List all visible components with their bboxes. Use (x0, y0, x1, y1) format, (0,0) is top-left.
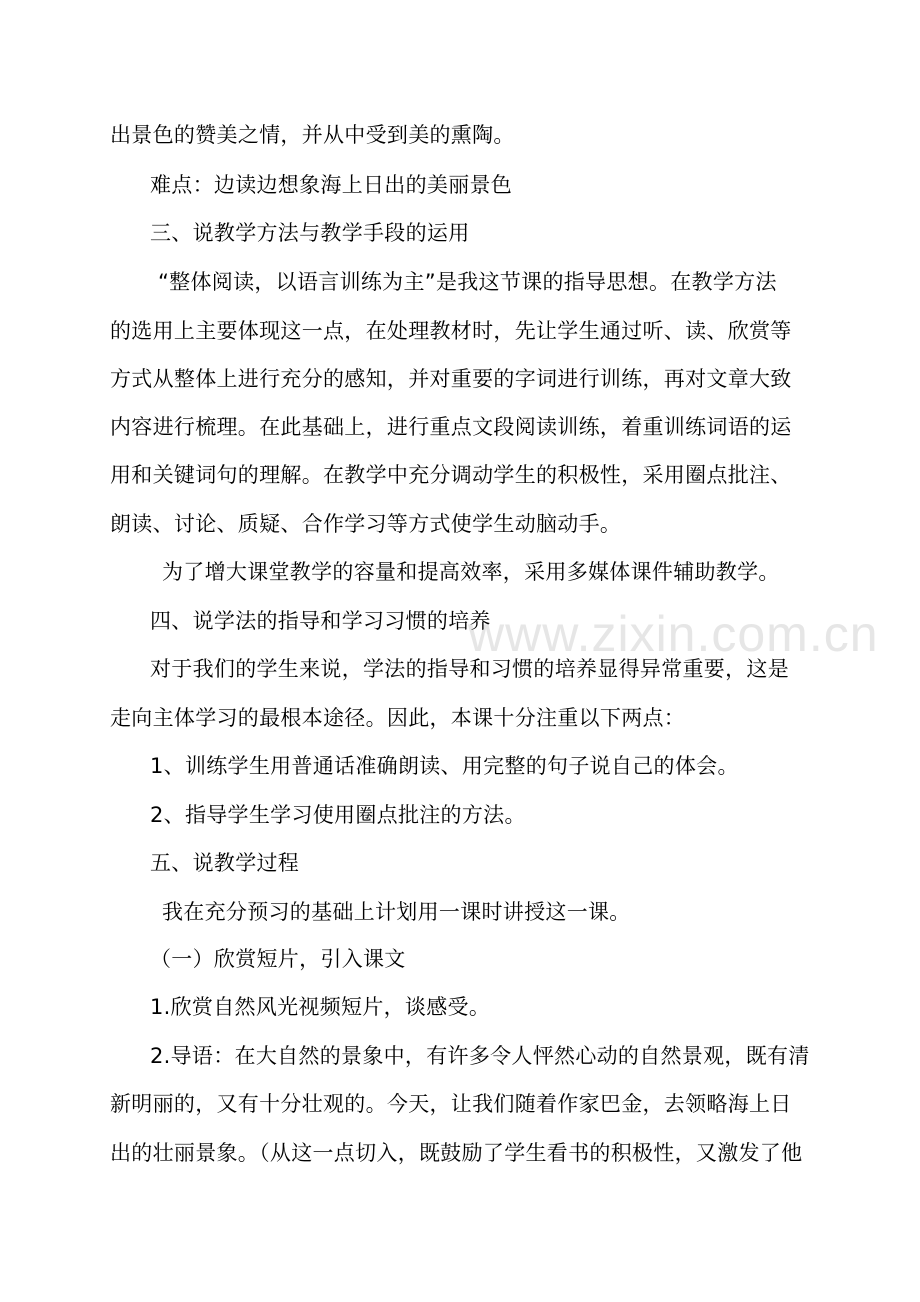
list-item-2: 2、指导学生学习使用圈点批注的方法。 (150, 803, 526, 827)
section-heading-5: 五、说教学过程 (150, 851, 300, 875)
watermark: www.zixin.com.cn (468, 606, 879, 662)
subsection-heading-1: （一）欣赏短片，引入课文 (150, 947, 406, 971)
text-line-6: 方式从整体上进行充分的感知，并对重要的字词进行训练，再对文章大致 (110, 367, 792, 391)
text-line-4: “整体阅读，以语言训练为主”是我这节课的指导思想。在教学方法 (158, 270, 777, 294)
text-line-9: 朗读、讨论、质疑、合作学习等方式使学生动脑动手。 (110, 512, 622, 536)
text-line-20: 2.导语：在大自然的景象中，有许多令人怦然心动的自然景观，既有清 (150, 1044, 810, 1068)
text-line-1: 出景色的赞美之情，并从中受到美的熏陶。 (110, 123, 515, 147)
text-line-8: 用和关键词句的理解。在教学中充分调动学生的积极性，采用圈点批注、 (110, 463, 792, 487)
text-line-10: 为了增大课堂教学的容量和提高效率，采用多媒体课件辅助教学。 (162, 560, 780, 584)
text-line-12: 对于我们的学生来说，学法的指导和习惯的培养显得异常重要，这是 (150, 657, 789, 681)
text-line-22: 出的壮丽景象。（从这一点切入，既鼓励了学生看书的积极性，又激发了他 (110, 1141, 803, 1165)
text-line-13: 走向主体学习的最根本途径。因此，本课十分注重以下两点： (110, 706, 686, 730)
section-heading-3: 三、说教学方法与教学手段的运用 (150, 221, 470, 245)
text-line-5: 的选用上主要体现这一点，在处理教材时，先让学生通过听、读、欣赏等 (110, 319, 792, 343)
text-line-7: 内容进行梳理。在此基础上，进行重点文段阅读训练，着重训练词语的运 (110, 415, 792, 439)
text-line-19: 1.欣赏自然风光视频短片，谈感受。 (150, 995, 491, 1019)
list-item-1: 1、训练学生用普通话准确朗读、用完整的句子说自己的体会。 (150, 754, 739, 778)
text-line-21: 新明丽的，又有十分壮观的。今天，让我们随着作家巴金，去领略海上日 (110, 1092, 792, 1116)
section-heading-4: 四、说学法的指导和学习习惯的培养 (150, 609, 491, 633)
text-line-17: 我在充分预习的基础上计划用一课时讲授这一课。 (162, 900, 631, 924)
text-line-2: 难点：边读边想象海上日出的美丽景色 (150, 173, 513, 197)
